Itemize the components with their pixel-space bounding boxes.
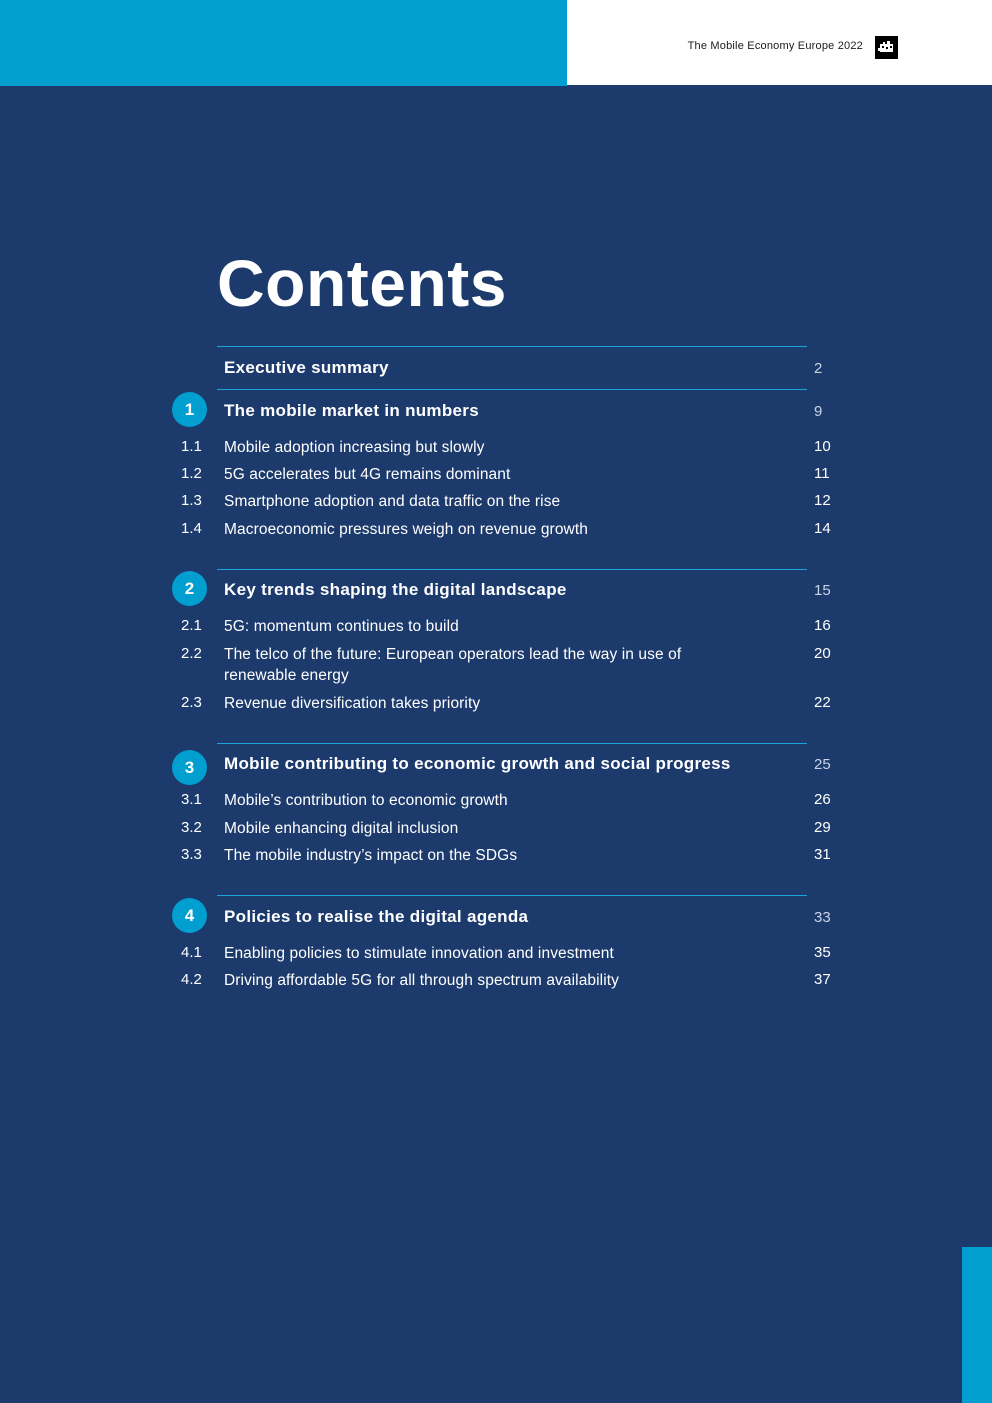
toc-item-number: 3.1 <box>181 791 202 808</box>
toc-item-number: 1.4 <box>181 520 202 537</box>
toc-item-number: 3.2 <box>181 819 202 836</box>
section-number-badge: 2 <box>172 571 207 606</box>
toc-item-title[interactable]: Enabling policies to stimulate innovation and investment <box>224 945 614 962</box>
toc-page-number: 26 <box>814 791 831 808</box>
toc-item-title[interactable]: The telco of the future: European operators lead the way in use of renewable energy <box>224 646 682 684</box>
toc-page-number: 11 <box>814 465 830 482</box>
toc-page-number: 20 <box>814 645 831 662</box>
toc-page-number: 10 <box>814 438 831 455</box>
toc-heading-section-2[interactable]: Key trends shaping the digital landscape <box>224 580 567 599</box>
toc-item-number: 2.1 <box>181 617 202 634</box>
page-title: Contents <box>217 246 507 320</box>
toc-item-title[interactable]: 5G: momentum continues to build <box>224 618 459 635</box>
toc-page-number: 31 <box>814 846 831 863</box>
toc-page-number: 35 <box>814 944 831 961</box>
toc-page-number: 16 <box>814 617 831 634</box>
toc-page-number: 37 <box>814 971 831 988</box>
toc-heading-section-1[interactable]: The mobile market in numbers <box>224 401 479 420</box>
toc-item-title[interactable]: Mobile’s contribution to economic growth <box>224 792 508 809</box>
toc-item-title[interactable]: Revenue diversification takes priority <box>224 695 481 712</box>
toc-item-number: 4.2 <box>181 971 202 988</box>
section-number-badge: 4 <box>172 898 207 933</box>
toc-item-number: 4.1 <box>181 944 202 961</box>
toc-heading-section-4[interactable]: Policies to realise the digital agenda <box>224 907 529 926</box>
toc-page-number: 15 <box>814 582 831 599</box>
toc-item-title[interactable]: Mobile enhancing digital inclusion <box>224 820 459 837</box>
toc-page-number: 22 <box>814 694 831 711</box>
toc-item-title[interactable]: Smartphone adoption and data traffic on the rise <box>224 493 561 510</box>
toc-page-number: 25 <box>814 756 831 773</box>
toc-page-number: 14 <box>814 520 831 537</box>
toc-item-title[interactable]: Driving affordable 5G for all through spectrum availability <box>224 972 620 989</box>
toc-item-number: 3.3 <box>181 846 202 863</box>
gsma-logo-icon <box>875 36 898 59</box>
toc-item-number: 2.2 <box>181 645 202 662</box>
toc-page-number: 12 <box>814 492 831 509</box>
divider <box>217 346 807 347</box>
toc-item-number: 1.2 <box>181 465 202 482</box>
toc-page-number: 29 <box>814 819 831 836</box>
divider <box>217 743 807 744</box>
toc-item-title[interactable]: Mobile adoption increasing but slowly <box>224 439 485 456</box>
toc-page-number: 33 <box>814 909 831 926</box>
toc-item-title[interactable]: Macroeconomic pressures weigh on revenue growth <box>224 521 588 538</box>
toc-item-title[interactable]: 5G accelerates but 4G remains dominant <box>224 466 511 483</box>
divider <box>217 389 807 390</box>
toc-page-number: 9 <box>814 403 823 420</box>
divider <box>217 895 807 896</box>
document-title: The Mobile Economy Europe 2022 <box>687 40 863 52</box>
section-number-badge: 1 <box>172 392 207 427</box>
header-accent-block <box>0 0 567 86</box>
toc-heading-executive-summary[interactable]: Executive summary <box>224 358 389 377</box>
section-number-badge: 3 <box>172 750 207 785</box>
side-accent-bar <box>962 1247 992 1403</box>
divider <box>217 569 807 570</box>
toc-item-number: 2.3 <box>181 694 202 711</box>
toc-page-number: 2 <box>814 360 823 377</box>
toc-item-number: 1.1 <box>181 438 202 455</box>
toc-item-number: 1.3 <box>181 492 202 509</box>
toc-heading-section-3[interactable]: Mobile contributing to economic growth and social progress <box>224 754 731 773</box>
toc-item-title[interactable]: The mobile industry’s impact on the SDGs <box>224 847 518 864</box>
